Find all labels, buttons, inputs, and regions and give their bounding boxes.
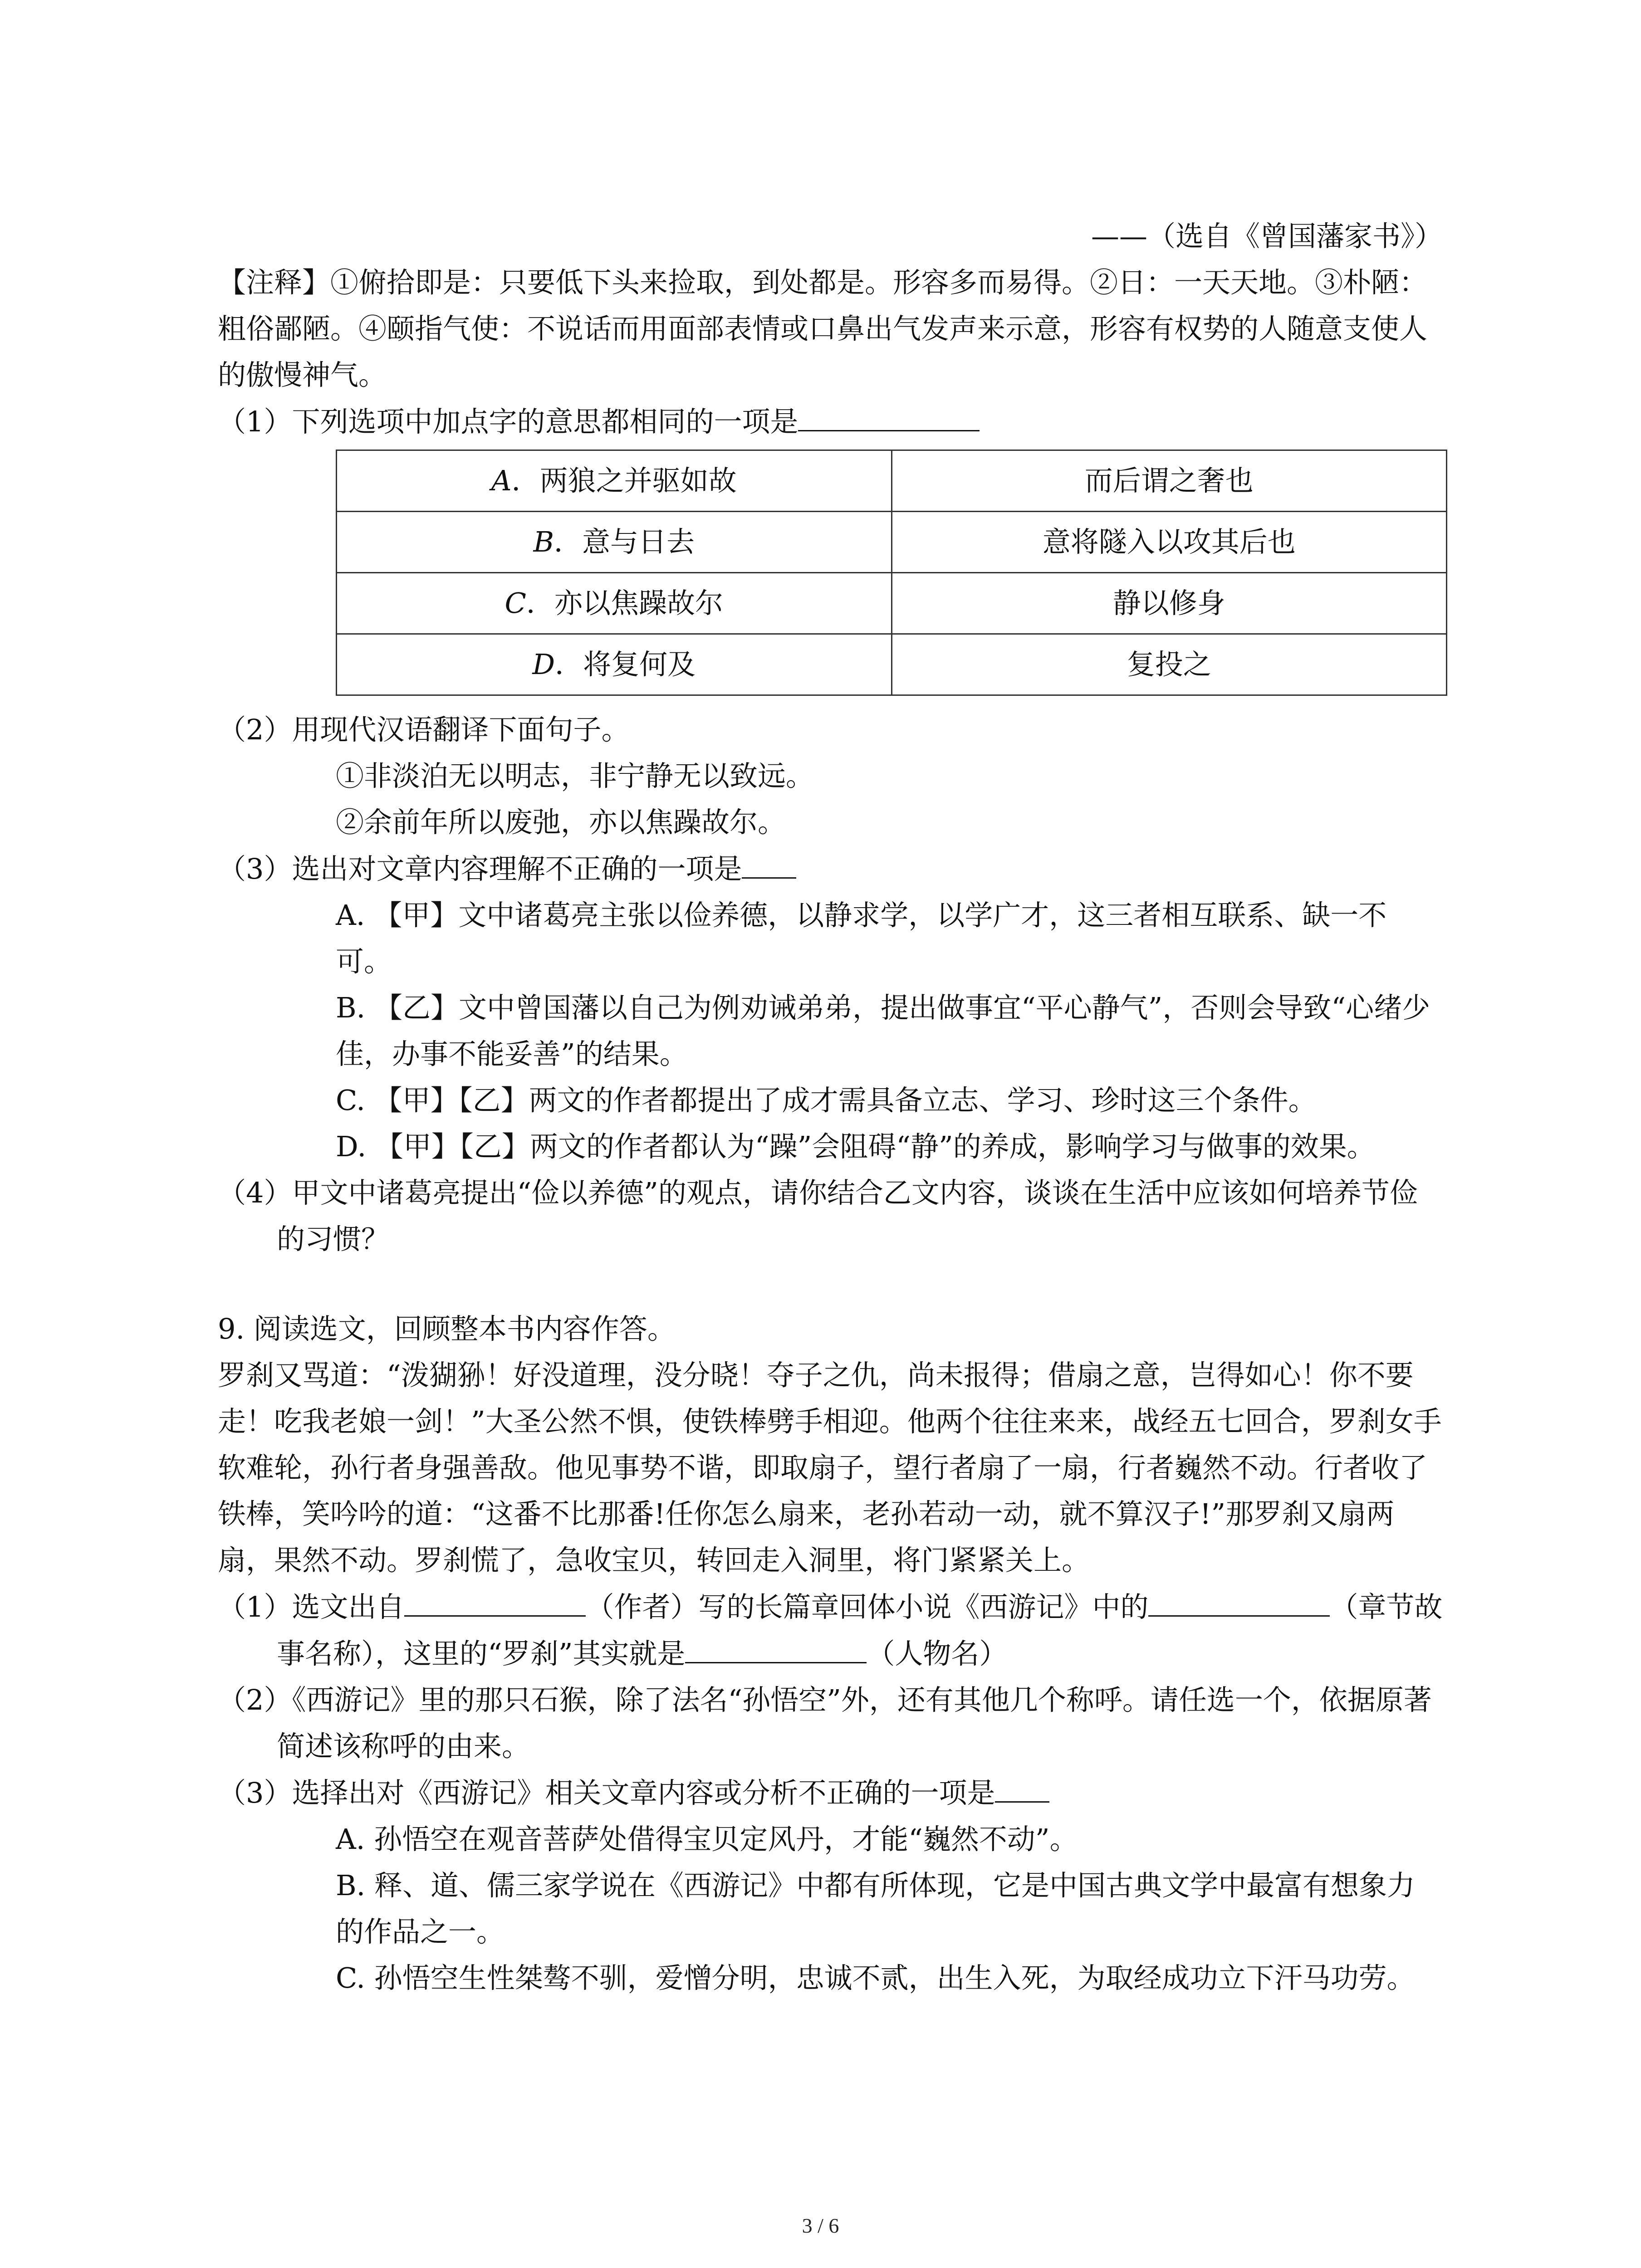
answer-blank[interactable] [798,398,980,431]
annotation-notes: 【注释】①俯拾即是：只要低下头来捡取，到处都是。形容多而易得。②日：一天天地。③朴陋：粗俗鄙陋。④颐指气使：不说话而用面部表情或口鼻出气发声来示意，形容有权势的人随意支使人的傲慢神气。 [218,266,1428,391]
q8-sub3: （3）选出对文章内容理解不正确的一项是 [218,846,1443,892]
table-cell-left: D．将复何及 [337,634,892,695]
choice-option: A. 孙悟空在观音菩萨处借得宝贝定风丹，才能“巍然不动”。 [336,1823,1078,1856]
q8-sub2: （2）用现代汉语翻译下面句子。 [218,713,630,746]
table-row [337,512,1447,573]
choice-option: A. 【甲】文中诸葛亮主张以俭养德，以静求学，以学广才，这三者相互联系、缺一不可。 [336,899,1387,978]
q8-sub1-text: 下列选项中加点字的意思都相同的一项是 [292,405,798,438]
q8-sub4: （4）甲文中诸葛亮提出“俭以养德”的观点，请你结合乙文内容，谈谈在生活中应该如何培养节俭的习惯？ [218,1176,1418,1256]
choice-option: B. 【乙】文中曾国藩以自己为例劝诫弟弟，提出做事宜“平心静气”，否则会导致“心绪少佳，办事不能妥善”的结果。 [336,991,1430,1070]
author-blank[interactable] [404,1584,586,1617]
page-number: 3 / 6 [802,2214,839,2237]
q9-sub1: （1）选文出自 （作者）写的长篇章回体小说《西游记》中的 （章节故事名称），这里的“罗刹”其实就是 （人物名） [218,1584,1443,1677]
choice-option: C. 【甲】【乙】两文的作者都提出了成才需具备立志、学习、珍时这三个条件。 [336,1084,1317,1117]
table-cell-left: B．意与日去 [337,512,892,573]
translate-item: ②余前年所以废弛，亦以焦躁故尔。 [336,806,786,839]
q9-passage: 罗刹又骂道：“泼猢狲！好没道理，没分晓！夺子之仇，尚未报得；借扇之意，岂得如心！你不要走！吃我老娘一剑！”大圣公然不惧，使铁棒劈手相迎。他两个往往来来，战经五七回合，罗刹女手软难轮，孙行者身强善敌。他见事势不谐，即取扇子，望行者扇了一扇，行者巍然不动。行者收了铁棒，笑吟吟的道：“这番不比那番!任你怎么扇来，老孙若动一动，就不算汉子!”那罗刹又扇两扇，果然不动。罗刹慌了，急收宝贝，转回走入洞里，将门紧紧关上。 [218,1359,1442,1577]
q9-sub2: （2）《西游记》里的那只石猴，除了法名“孙悟空”外，还有其他几个称呼。请任选一个，依据原著简述该称呼的由来。 [218,1683,1432,1763]
table-cell-left: A．两狼之并驱如故 [337,450,892,512]
table-row [337,634,1447,695]
table-cell-right: 静以修身 [892,573,1447,634]
page-content [218,213,1443,2001]
q9-heading: 9. 阅读选文，回顾整本书内容作答。 [218,1312,676,1345]
q8-sub1-number: （1） [218,405,292,438]
character-blank[interactable] [685,1630,867,1663]
choice-option: C. 孙悟空生性桀骜不驯，爱憎分明，忠诚不贰，出生入死，为取经成功立下汗马功劳。 [336,1961,1415,1994]
table-cell-right: 意将隧入以攻其后也 [892,512,1447,573]
options-table [336,450,1447,696]
choice-option: D. 【甲】【乙】两文的作者都认为“躁”会阻碍“静”的养成，影响学习与做事的效果。 [336,1130,1375,1163]
table-cell-right: 复投之 [892,634,1447,695]
table-row [337,573,1447,634]
table-cell-left: C．亦以焦躁故尔 [337,573,892,634]
source-attribution: ——（选自《曾国藩家书》） [1091,220,1443,253]
translate-item: ①非淡泊无以明志，非宁静无以致远。 [336,759,814,792]
q8-sub1 [218,398,1443,445]
q9-sub3: （3）选择出对《西游记》相关文章内容或分析不正确的一项是 [218,1769,1443,1816]
table-row [337,450,1447,512]
choice-option: B. 释、道、儒三家学说在《西游记》中都有所体现，它是中国古典文学中最富有想象力的作品之一。 [336,1869,1415,1948]
chapter-blank[interactable] [1148,1584,1330,1617]
answer-blank[interactable] [742,846,796,879]
table-cell-right: 而后谓之奢也 [892,450,1447,512]
answer-blank[interactable] [995,1769,1049,1803]
